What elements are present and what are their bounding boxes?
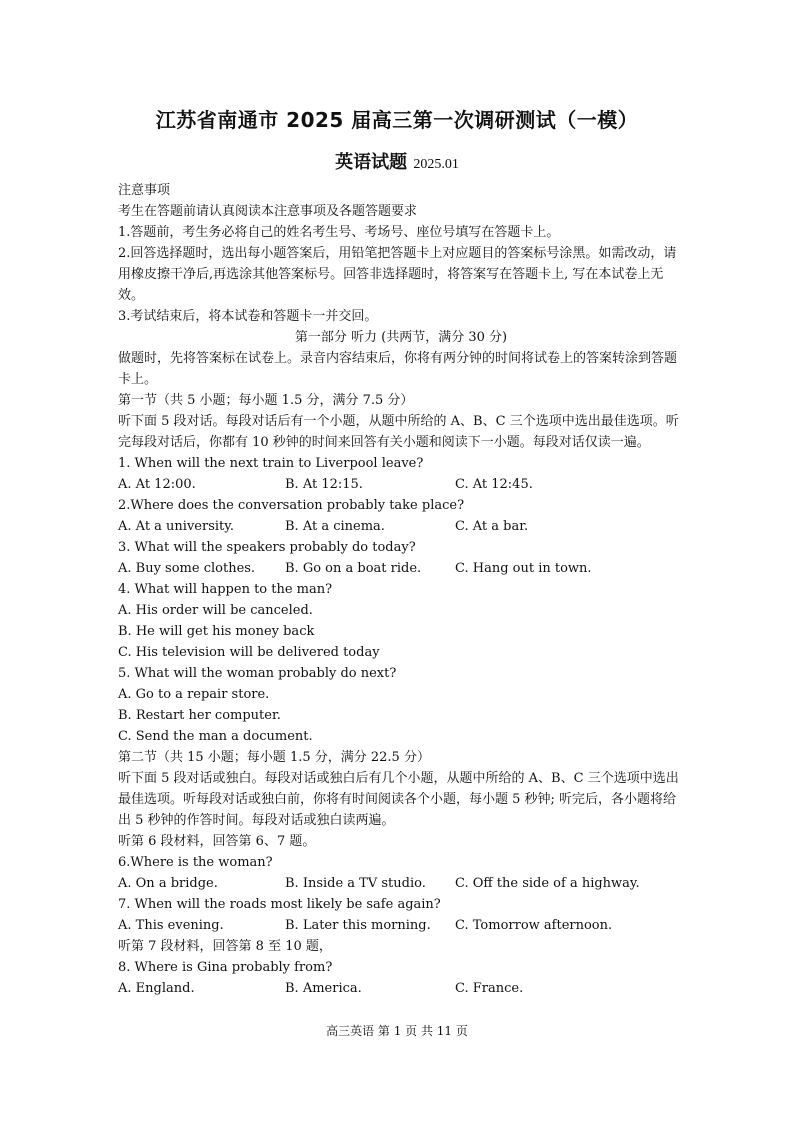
question-3-options [118, 558, 684, 579]
question-6-options [118, 873, 684, 894]
notes-heading: 注意事项 [118, 183, 171, 198]
material-6-instruction: 听第 6 段材料，回答第 6、7 题。 [118, 834, 316, 849]
option-c: C. Hang out in town. [455, 561, 592, 576]
option-c: C. At 12:45. [455, 477, 533, 492]
option-a: A. On a bridge. [118, 876, 218, 891]
option-c: C. Send the man a document. [118, 729, 313, 744]
option-a: A. This evening. [118, 918, 224, 933]
part1-instructions: 做题时，先将答案标在试卷上。录音内容结束后，你将有两分钟的时间将试卷上的答案转涂到答题卡上。 [118, 351, 678, 387]
note-3: 3.考试结束后，将本试卷和答题卡一并交回。 [118, 309, 378, 324]
question-5: 5. What will the woman probably do next? [118, 666, 397, 681]
exam-date: 2025.01 [413, 157, 459, 172]
question-1-options [118, 474, 684, 495]
section2-heading: 第二节（共 15 小题；每小题 1.5 分，满分 22.5 分） [118, 750, 430, 765]
option-b: B. Later this morning. [285, 918, 431, 933]
note-2: 2.回答选择题时，选出每小题答案后，用铅笔把答题卡上对应题目的答案标号涂黑。如需改动，请用橡皮擦干净后,再选涂其他答案标号。回答非选择题时，将答案写在答题卡上, 写在本试卷上无效。 [118, 246, 677, 303]
option-a: A. Buy some clothes. [118, 561, 256, 576]
option-a: A. England. [118, 981, 195, 996]
material-7-instruction: 听第 7 段材料，回答第 8 至 10 题， [118, 939, 332, 954]
part1-heading: 第一部分 听力 (共两节，满分 30 分) [294, 330, 508, 345]
question-8: 8. Where is Gina probably from? [118, 960, 333, 975]
question-7-options [118, 915, 684, 936]
question-3: 3. What will the speakers probably do today? [118, 540, 416, 555]
question-8-options [118, 978, 684, 999]
option-a: A. Go to a repair store. [118, 687, 270, 702]
section2-instructions: 听下面 5 段对话或独白。每段对话或独白后有几个小题，从题中所给的 A、B、C 三个选项中选出最佳选项。听每段对话或独白前，你将有时间阅读各个小题，每小题 5 秒钟; 听完后，各小题将给出 5 秒钟的作答时间。每段对话或独白读两遍。 [118, 771, 679, 828]
note-1: 1.答题前，考生务必将自己的姓名考生号、考场号、座位号填写在答题卡上。 [118, 225, 560, 240]
question-7: 7. When will the roads most likely be safe again? [118, 897, 441, 912]
option-b: B. Go on a boat ride. [285, 561, 422, 576]
option-c: C. His television will be delivered today [118, 645, 380, 660]
option-a: A. His order will be canceled. [118, 603, 313, 618]
option-b: B. Restart her computer. [118, 708, 281, 723]
option-a: A. At 12:00. [118, 477, 196, 492]
notes-intro: 考生在答题前请认真阅读本注意事项及各题答题要求 [118, 204, 418, 219]
page-subtitle [0, 148, 794, 174]
question-1: 1. When will the next train to Liverpool leave? [118, 456, 424, 471]
option-c: C. Off the side of a highway. [455, 876, 640, 891]
option-a: A. At a university. [118, 519, 235, 534]
question-2-options [118, 516, 684, 537]
option-c: C. At a bar. [455, 519, 529, 534]
option-c: C. France. [455, 981, 524, 996]
question-4: 4. What will happen to the man? [118, 582, 333, 597]
section1-instructions: 听下面 5 段对话。每段对话后有一个小题，从题中所给的 A、B、C 三个选项中选出最佳选项。听完每段对话后，你都有 10 秒钟的时间来回答有关小题和阅读下一小题。每段对话仅读一遍。 [118, 414, 679, 450]
section1-heading: 第一节（共 5 小题；每小题 1.5 分，满分 7.5 分） [118, 393, 414, 408]
option-b: B. He will get his money back [118, 624, 315, 639]
option-c: C. Tomorrow afternoon. [455, 918, 613, 933]
option-b: B. America. [285, 981, 362, 996]
question-2: 2.Where does the conversation probably take place? [118, 498, 465, 513]
option-b: B. At 12:15. [285, 477, 363, 492]
exam-content [118, 180, 684, 999]
option-b: B. Inside a TV studio. [285, 876, 426, 891]
option-b: B. At a cinema. [285, 519, 385, 534]
page-title: 江苏省南通市 2025 届高三第一次调研测试（一模） [155, 108, 639, 132]
page-footer: 高三英语 第 1 页 共 11 页 [326, 1024, 468, 1038]
subject-title: 英语试题 [335, 152, 408, 173]
question-6: 6.Where is the woman? [118, 855, 273, 870]
